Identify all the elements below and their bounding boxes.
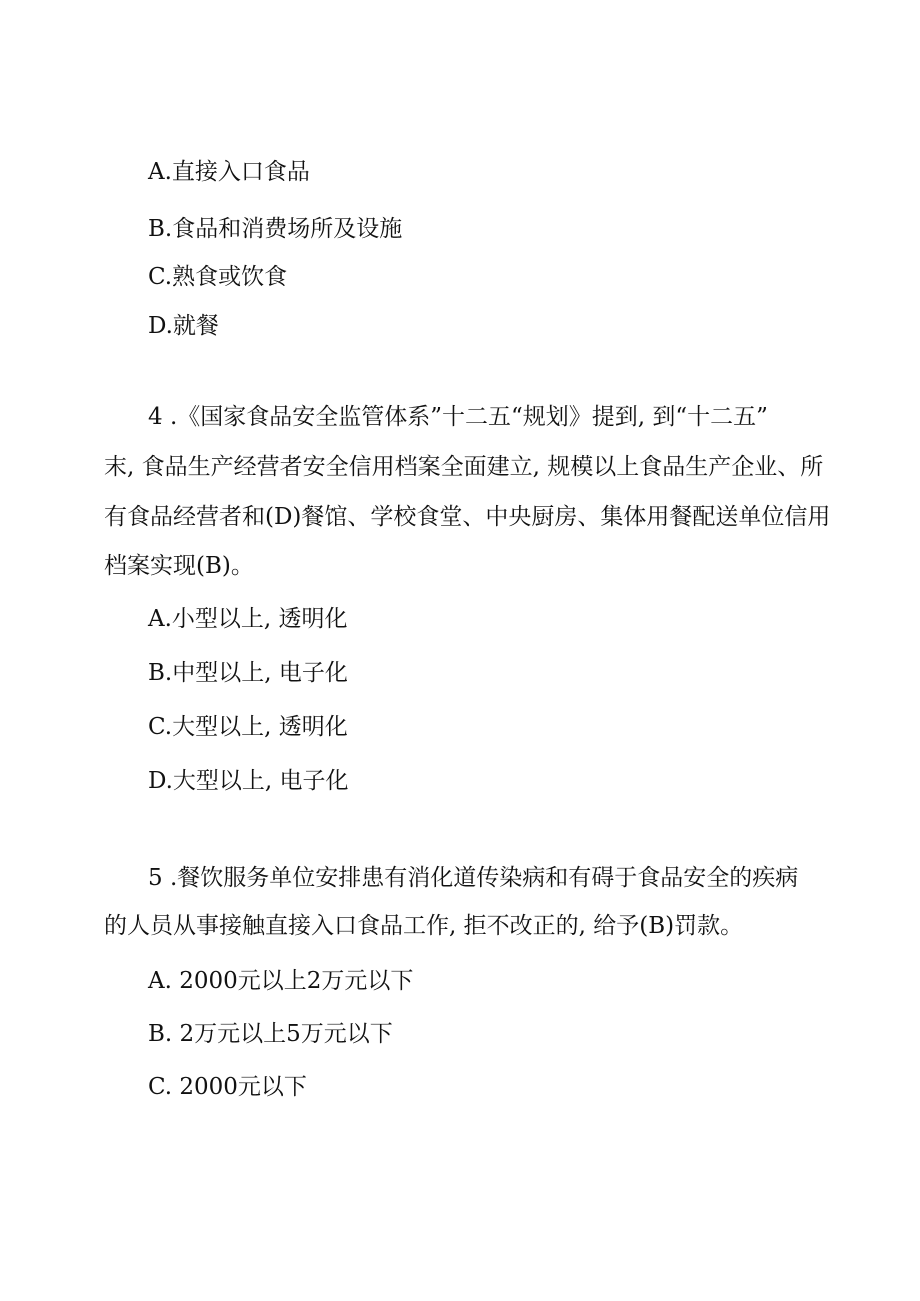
q3-option-b: B.食品和消费场所及设施 <box>148 216 403 242</box>
q3-option-d: D.就餐 <box>148 313 219 339</box>
q4-text-line-1: 4 .《国家食品安全监管体系”十二五“规划》提到, 到“十二五” <box>148 404 768 430</box>
q5-text-line-2: 的人员从事接触直接入口食品工作, 拒不改正的, 给予(B)罚款。 <box>104 913 744 939</box>
q4-option-b: B.中型以上, 电子化 <box>148 660 348 686</box>
q5-text-line-1: 5 .餐饮服务单位安排患有消化道传染病和有碍于食品安全的疾病 <box>148 865 799 891</box>
q4-text-line-2: 末, 食品生产经营者安全信用档案全面建立, 规模以上食品生产企业、所 <box>104 454 824 480</box>
q4-option-a: A.小型以上, 透明化 <box>148 606 348 632</box>
q5-option-c: C. 2000元以下 <box>148 1074 307 1100</box>
q4-text-line-3: 有食品经营者和(D)餐馆、学校食堂、中央厨房、集体用餐配送单位信用 <box>104 504 831 530</box>
q3-option-a: A.直接入口食品 <box>148 159 310 185</box>
q3-option-c: C.熟食或饮食 <box>148 264 288 290</box>
q4-option-d: D.大型以上, 电子化 <box>148 768 349 794</box>
q4-option-c: C.大型以上, 透明化 <box>148 714 348 740</box>
q4-text-line-4: 档案实现(B)。 <box>104 553 254 579</box>
q5-option-b: B. 2万元以上5万元以下 <box>148 1021 393 1047</box>
q5-option-a: A. 2000元以上2万元以下 <box>148 968 414 994</box>
